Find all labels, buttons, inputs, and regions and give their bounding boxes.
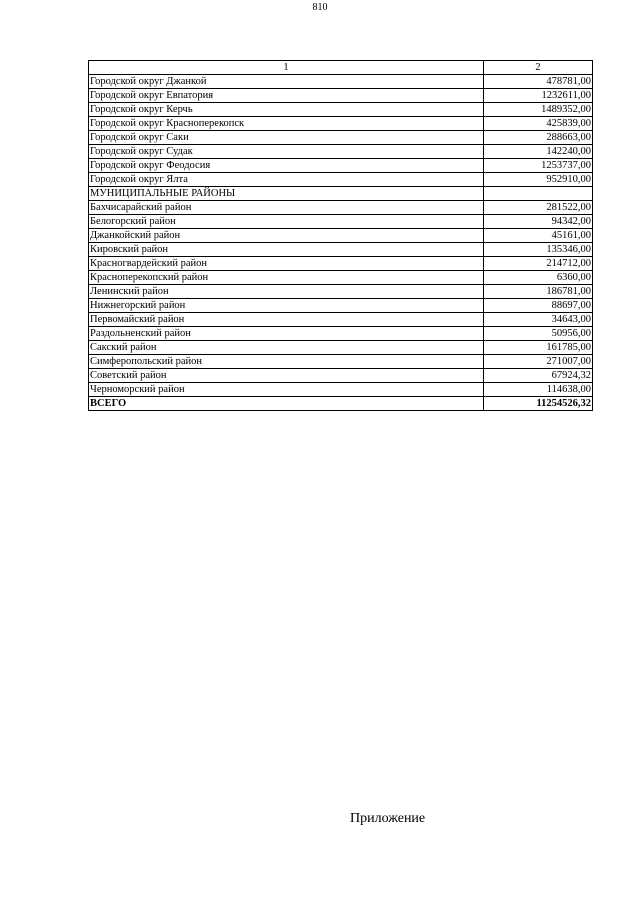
row-value: 114638,00 (484, 383, 593, 397)
row-value: 214712,00 (484, 257, 593, 271)
total-row (89, 397, 593, 411)
total-value: 11254526,32 (484, 397, 593, 411)
table-row (89, 201, 593, 215)
row-name: Сакский район (89, 341, 484, 355)
row-value (484, 187, 593, 201)
table-row (89, 173, 593, 187)
row-name: Городской округ Феодосия (89, 159, 484, 173)
row-value: 288663,00 (484, 131, 593, 145)
row-name: Городской округ Саки (89, 131, 484, 145)
table-row (89, 243, 593, 257)
row-value: 425839,00 (484, 117, 593, 131)
row-name: Советский район (89, 369, 484, 383)
row-value: 50956,00 (484, 327, 593, 341)
table-row (89, 229, 593, 243)
budget-table-body (89, 61, 593, 411)
table-row (89, 369, 593, 383)
appendix-label: Приложение (350, 811, 426, 826)
table-row (89, 89, 593, 103)
table-row (89, 341, 593, 355)
row-value: 88697,00 (484, 299, 593, 313)
row-name: Нижнегорский район (89, 299, 484, 313)
row-value: 281522,00 (484, 201, 593, 215)
row-value: 94342,00 (484, 215, 593, 229)
row-name: Джанкойский район (89, 229, 484, 243)
table-row (89, 355, 593, 369)
row-name: Городской округ Джанкой (89, 75, 484, 89)
row-name: Красногвардейский район (89, 257, 484, 271)
table-row (89, 215, 593, 229)
row-name: Симферопольский район (89, 355, 484, 369)
row-value: 478781,00 (484, 75, 593, 89)
table-row (89, 103, 593, 117)
row-value: 67924,32 (484, 369, 593, 383)
row-name: Бахчисарайский район (89, 201, 484, 215)
row-name: Кировский район (89, 243, 484, 257)
row-value: 161785,00 (484, 341, 593, 355)
row-value: 135346,00 (484, 243, 593, 257)
row-name: Раздольненский район (89, 327, 484, 341)
row-name: Белогорский район (89, 215, 484, 229)
row-name: Городской округ Судак (89, 145, 484, 159)
row-name: Красноперекопский район (89, 271, 484, 285)
row-name: Черноморский район (89, 383, 484, 397)
row-value: 1253737,00 (484, 159, 593, 173)
row-value: 271007,00 (484, 355, 593, 369)
table-row (89, 285, 593, 299)
row-name: Ленинский район (89, 285, 484, 299)
page-number: 810 (312, 2, 328, 13)
table-row (89, 383, 593, 397)
table-row (89, 327, 593, 341)
table-row (89, 75, 593, 89)
total-label: ВСЕГО (89, 397, 484, 411)
row-name: Городской округ Евпатория (89, 89, 484, 103)
table-row (89, 159, 593, 173)
row-value: 1232611,00 (484, 89, 593, 103)
table-row (89, 131, 593, 145)
table-row (89, 299, 593, 313)
table-row (89, 313, 593, 327)
table-row (89, 187, 593, 201)
row-value: 186781,00 (484, 285, 593, 299)
table-row (89, 271, 593, 285)
column-header-1: 1 (89, 61, 484, 75)
column-header-2: 2 (484, 61, 593, 75)
table-header-row (89, 61, 593, 75)
table-row (89, 145, 593, 159)
budget-table (88, 60, 593, 411)
table-row (89, 257, 593, 271)
row-value: 45161,00 (484, 229, 593, 243)
row-value: 6360,00 (484, 271, 593, 285)
row-value: 1489352,00 (484, 103, 593, 117)
row-name: Городской округ Керчь (89, 103, 484, 117)
row-name: МУНИЦИПАЛЬНЫЕ РАЙОНЫ (89, 187, 484, 201)
row-name: Городской округ Ялта (89, 173, 484, 187)
row-name: Городской округ Красноперекопск (89, 117, 484, 131)
table-row (89, 117, 593, 131)
row-value: 34643,00 (484, 313, 593, 327)
row-value: 952910,00 (484, 173, 593, 187)
row-name: Первомайский район (89, 313, 484, 327)
row-value: 142240,00 (484, 145, 593, 159)
